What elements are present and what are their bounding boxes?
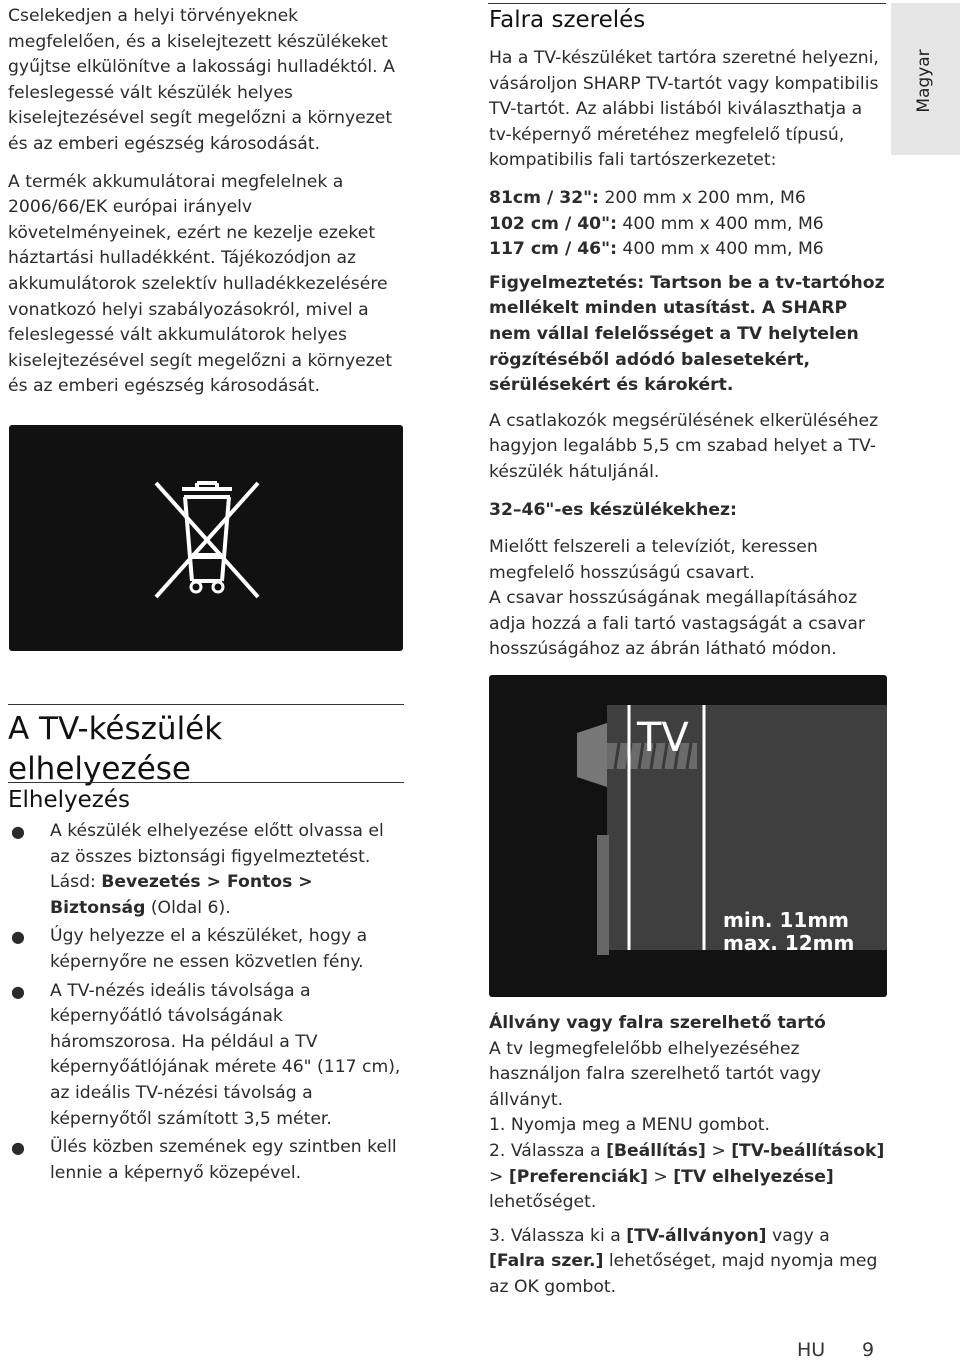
battery-paragraph: A termék akkumulátorai megfelelnek a 2006/66/EK európai irányelv követelményeinek, ezért ne kezelje ezeket háztartási hulladékként. Tájékozódjon az akkumulátorok szelektív hulladékkezelésére vonatkozó helyi szabályozásokról, mivel a feleslegessé vált akkumulátorok helyes kiselejtezésével segít megelőzni a környezet és az emberi egészség károsodását.	[8, 171, 393, 397]
warning-paragraph: Figyelmeztetés: Tartson be a tv-tartóhoz mellékelt minden utasítást. A SHARP nem vállal felelősséget a TV helytelen rögzítéséből adódó balesetekért, sérülésekért és károkért.	[489, 272, 885, 396]
step-text: vagy a	[766, 1225, 830, 1246]
step-text: 3. Válassza ki a	[489, 1225, 627, 1246]
size-spec: 400 mm x 400 mm, M6	[616, 239, 824, 260]
bullet-icon: ●	[11, 822, 25, 841]
menu-path: [TV-beállítások]	[731, 1140, 885, 1161]
screw-diagram	[489, 675, 887, 997]
bullet-text: Ülés közben szemének egy szintben kell lennie a képernyő közepével.	[50, 1137, 397, 1183]
max-length-label: max. 12mm	[723, 931, 855, 955]
section-title: A TV-készülék elhelyezése	[8, 704, 404, 789]
crossed-bin-icon	[152, 473, 262, 603]
size-spec: 400 mm x 400 mm, M6	[616, 213, 824, 234]
menu-path: [Falra szer.]	[489, 1251, 604, 1272]
screw-paragraph-1: Mielőtt felszereli a televíziót, keressen megfelelő hosszúságú csavart.	[489, 537, 818, 583]
disposal-paragraph: Cselekedjen a helyi törvényeknek megfelelően, és a kiselejtezett készülékeket gyűjtse elkülönítve a lakossági hulladéktól. A feleslegessé vált készülék helyes kiselejtezésével segít megelőzni a környezet és az emberi egészség károsodását.	[8, 6, 395, 154]
step-text: gombot.	[538, 1276, 617, 1297]
screw-paragraph-2: A csavar hosszúságának megállapításához adja hozzá a fali tartó vastagságát a csavar hosszúságához az ábrán látható módon.	[489, 588, 865, 660]
connector-paragraph: A csatlakozók megsérülésének elkerüléséhez hagyjon legalább 5,5 cm szabad helyet a TV-készülék hátuljánál.	[489, 410, 879, 482]
stand-text: A tv legmegfelelőbb elhelyezéséhez használjon falra szerelhető tartót vagy állványt.	[489, 1038, 822, 1110]
stand-section	[489, 1011, 887, 1301]
ok-key: OK	[514, 1276, 539, 1297]
size-label: 117 cm / 46":	[489, 239, 617, 260]
size-row	[489, 212, 887, 238]
page-number: 9	[862, 1339, 875, 1361]
step-text: 2. Válassza a	[489, 1140, 607, 1161]
placement-bullet-list	[8, 819, 404, 1189]
bullet-text: A készülék elhelyezése előtt olvassa el az összes biztonsági figyelmeztetést. Lásd:	[50, 821, 384, 893]
step-1	[489, 1113, 887, 1139]
size-list	[489, 186, 887, 263]
bullet-text: Úgy helyezze el a készüléket, hogy a képernyőre ne essen közvetlen fény.	[50, 926, 368, 972]
right-column	[489, 4, 887, 663]
step-text: gombot.	[692, 1115, 771, 1136]
menu-path: [Beállítás]	[606, 1140, 706, 1161]
step-3	[489, 1224, 887, 1301]
models-heading: 32–46"-es készülékekhez:	[489, 499, 737, 520]
step-text: lehetőséget, majd nyomja meg az	[489, 1251, 878, 1297]
size-label: 81cm / 32":	[489, 187, 600, 208]
list-item	[8, 1135, 404, 1186]
bullet-path: Bevezetés > Fontos > Biztonság	[50, 872, 313, 918]
size-spec: 200 mm x 200 mm, M6	[599, 187, 806, 208]
step-2	[489, 1139, 887, 1216]
size-label: 102 cm / 40":	[489, 213, 617, 234]
step-text: lehetőséget.	[489, 1192, 597, 1213]
bracket-plate	[597, 835, 609, 955]
size-row	[489, 186, 887, 212]
step-text: >	[489, 1166, 509, 1187]
size-row	[489, 237, 887, 263]
left-column	[8, 4, 404, 412]
bullet-text: A TV-nézés ideális távolsága a képernyőátló távolságának háromszorosa. Ha például a TV képernyőátlójának mérete 46" (117 cm), az ideális TV-nézési távolság a képernyőtől számított 3,5 méter.	[50, 980, 401, 1129]
bullet-icon: ●	[11, 1138, 25, 1158]
tv-label: TV	[637, 715, 689, 761]
step-text: 1. Nyomja meg a	[489, 1115, 642, 1136]
screw-length-figure	[489, 675, 887, 997]
language-tab	[891, 3, 960, 155]
step-text: >	[647, 1166, 674, 1187]
bullet-icon: ●	[11, 927, 25, 947]
stand-title: Állvány vagy falra szerelhető tartó	[489, 1013, 826, 1033]
wall-mount-intro: Ha a TV-készüléket tartóra szeretné helyezni, vásároljon SHARP TV-tartót vagy kompatibilis TV-tartót. Az alábbi listából kiválaszthatja a tv-képernyő méretéhez megfelelő típusú, kompatibilis fali tartószerkezetet:	[489, 48, 879, 171]
weee-symbol-image	[9, 425, 403, 651]
menu-path: [Preferenciák]	[508, 1166, 648, 1187]
step-text: >	[705, 1140, 732, 1161]
footer-language: HU	[797, 1339, 826, 1361]
bullet-icon: ●	[11, 981, 25, 1001]
subsection-title: Elhelyezés	[8, 787, 131, 813]
list-item	[8, 979, 404, 1133]
section-divider	[8, 782, 404, 783]
screw-head	[577, 723, 607, 787]
list-item	[8, 924, 404, 975]
wall-mount-title: Falra szerelés	[489, 7, 646, 33]
bullet-text-end: (Oldal 6).	[145, 897, 231, 918]
menu-path: [TV elhelyezése]	[673, 1166, 834, 1187]
menu-path: [TV-állványon]	[626, 1225, 767, 1246]
menu-key: MENU	[641, 1115, 693, 1136]
min-length-label: min. 11mm	[723, 908, 850, 932]
language-tab-label: Magyar	[914, 49, 935, 113]
list-item	[8, 819, 404, 921]
